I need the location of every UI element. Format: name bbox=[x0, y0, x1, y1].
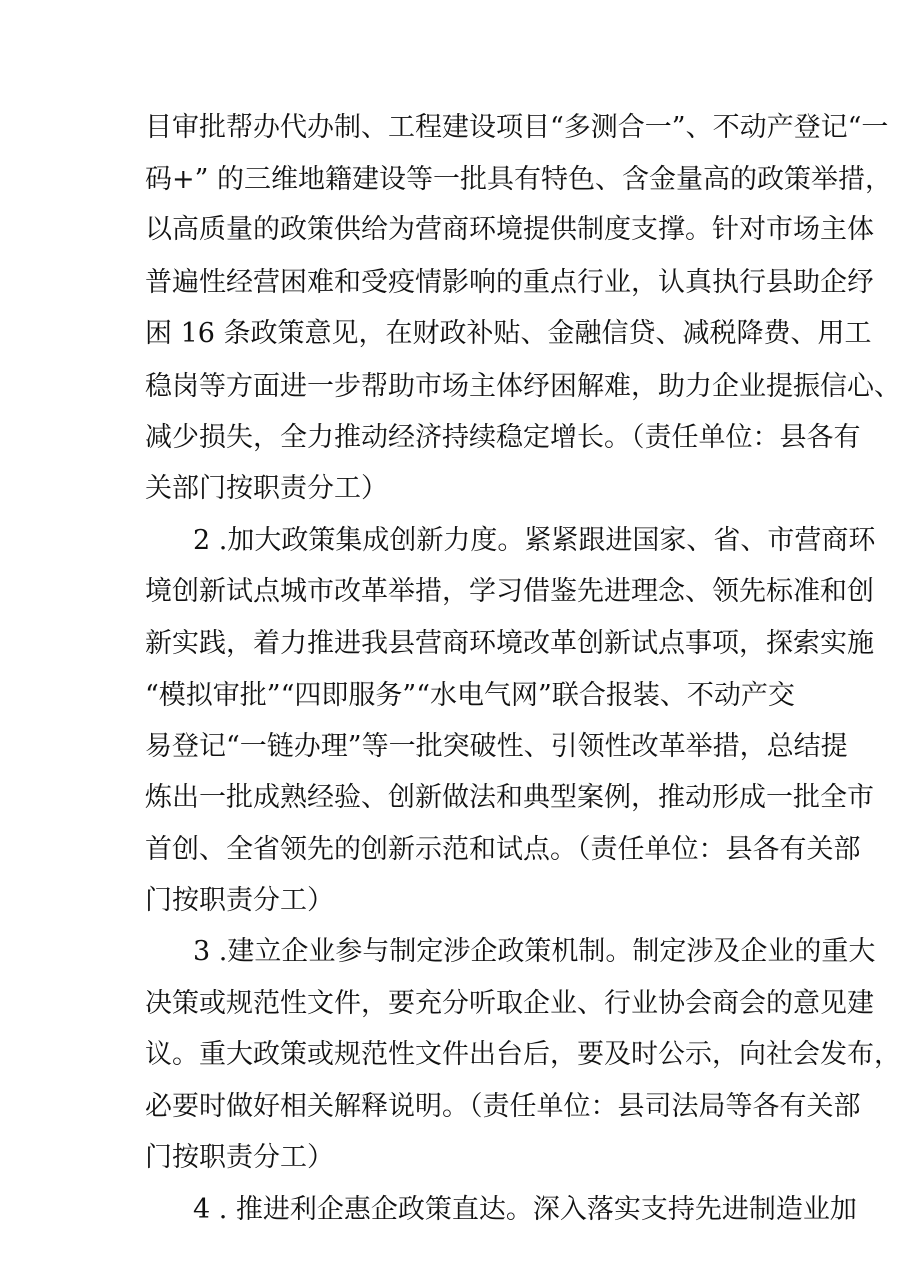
text-line: 稳岗等方面进一步帮助市场主体纾困解难，助力企业提振信心、 bbox=[145, 371, 901, 402]
section-heading-2: 2 .加大政策集成创新力度。紧紧跟进国家、省、市营商环 bbox=[193, 525, 876, 556]
text-line: 必要时做好相关解释说明。（责任单位：县司法局等各有关部 bbox=[145, 1091, 861, 1122]
text-line: 减少损失，全力推动经济持续稳定增长。（责任单位：县各有 bbox=[145, 422, 861, 453]
text-line: 境创新试点城市改革举措，学习借鉴先进理念、领先标准和创 bbox=[145, 576, 874, 607]
text-line: 普遍性经营困难和受疫情影响的重点行业，认真执行县助企纾 bbox=[145, 267, 874, 298]
text-line: 困 16 条政策意见，在财政补贴、金融信贷、减税降费、用工 bbox=[145, 318, 872, 349]
text-line: 议。重大政策或规范性文件出台后，要及时公示，向社会发布， bbox=[145, 1039, 901, 1070]
text-line: 新实践，着力推进我县营商环境改革创新试点事项，探索实施 bbox=[145, 628, 874, 659]
text-line: 码+” 的三维地籍建设等一批具有特色、含金量高的政策举措， bbox=[145, 164, 893, 195]
text-line: 门按职责分工） bbox=[145, 885, 334, 916]
text-line: 目审批帮办代办制、工程建设项目“多测合一”、不动产登记“一 bbox=[145, 112, 889, 143]
text-line: 首创、全省领先的创新示范和试点。（责任单位：县各有关部 bbox=[145, 834, 861, 865]
text-line: 以高质量的政策供给为营商环境提供制度支撑。针对市场主体 bbox=[145, 214, 874, 245]
text-line: 易登记“一链办理”等一批突破性、引领性改革举措，总结提 bbox=[145, 731, 848, 762]
section-heading-3: 3 .建立企业参与制定涉企政策机制。制定涉及企业的重大 bbox=[193, 936, 876, 967]
text-line: 决策或规范性文件，要充分听取企业、行业协会商会的意见建 bbox=[145, 988, 874, 1019]
text-line: 炼出一批成熟经验、创新做法和典型案例，推动形成一批全市 bbox=[145, 782, 874, 813]
section-heading-4: 4 . 推进利企惠企政策直达。深入落实支持先进制造业加 bbox=[193, 1194, 857, 1225]
text-line: “模拟审批”“四即服务”“水电气网”联合报装、不动产交 bbox=[145, 680, 795, 711]
text-line: 门按职责分工） bbox=[145, 1142, 334, 1173]
text-line: 关部门按职责分工） bbox=[145, 473, 388, 504]
